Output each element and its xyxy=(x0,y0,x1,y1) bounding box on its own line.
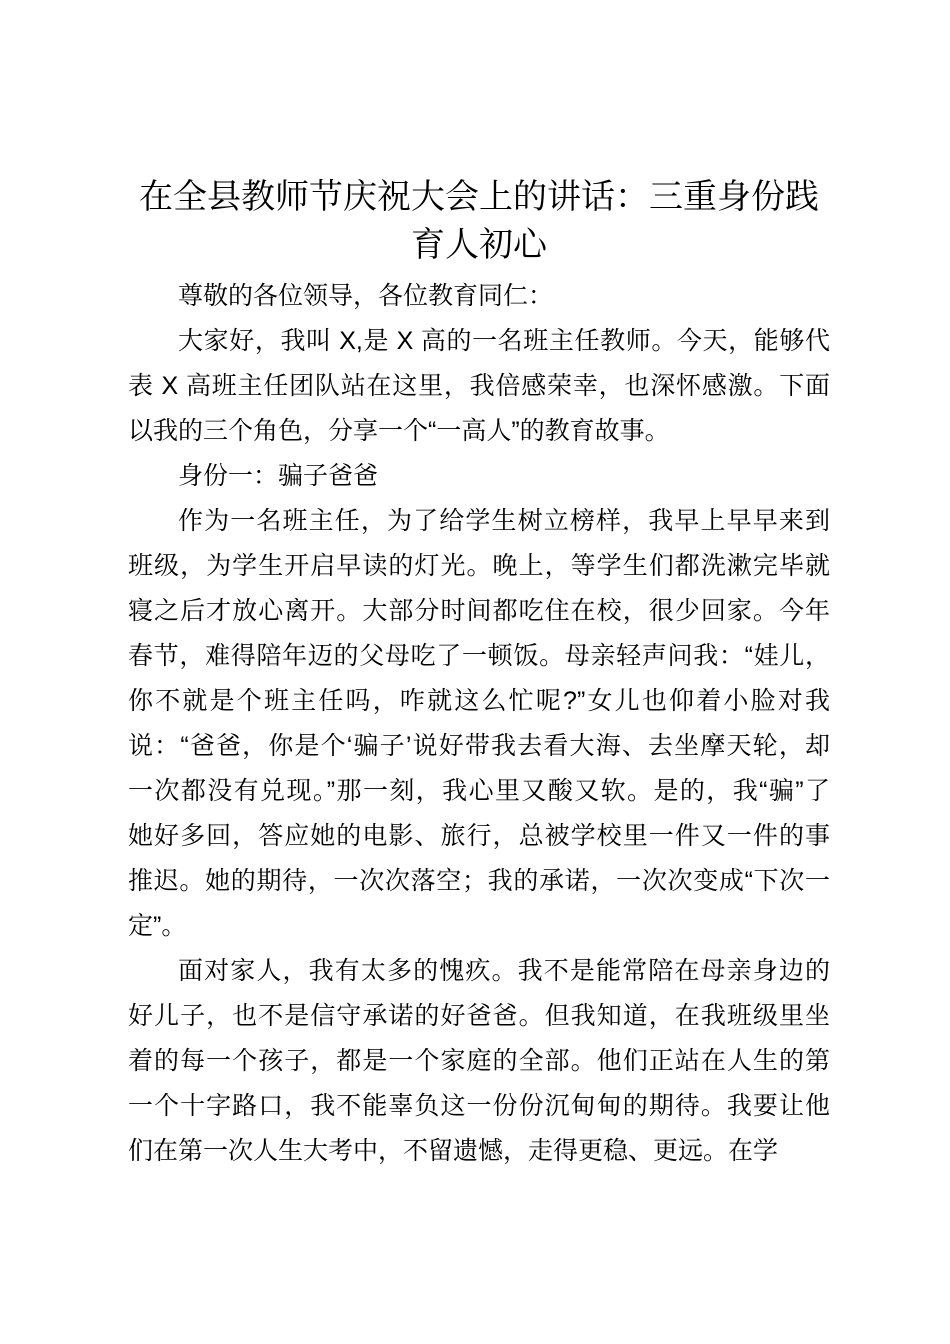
text-line: 好儿子，也不是信守承诺的好爸爸。但我知道，在我班级里坐 xyxy=(128,1002,830,1030)
text-line: 她好多回，答应她的电影、旅行，总被学校里一件又一件的事 xyxy=(128,822,830,850)
text-line: 定”。 xyxy=(128,912,187,940)
text-line: 面对家人，我有太多的愧疚。我不是能常陪在母亲身边的 xyxy=(178,957,830,985)
title-line: 在全县教师节庆祝大会上的讲话：三重身份践 xyxy=(139,178,819,216)
paragraph-introduction xyxy=(128,319,830,454)
text-line: 大家好，我叫 X,是 X 高的一名班主任教师。今天，能够代 xyxy=(178,327,830,355)
text-line: 一个十字路口，我不能辜负这一份份沉甸甸的期待。我要让他 xyxy=(128,1092,830,1120)
text-line: 表 X 高班主任团队站在这里，我倍感荣幸，也深怀感激。下面 xyxy=(128,372,830,400)
text-line: 身份一：骗子爸爸 xyxy=(178,462,379,490)
text-line: 作为一名班主任，为了给学生树立榜样，我早上早早来到 xyxy=(178,507,830,535)
section-heading xyxy=(128,454,830,499)
document-page xyxy=(128,173,830,1174)
document-title xyxy=(128,173,830,269)
text-line: 春节，难得陪年迈的父母吃了一顿饭。母亲轻声问我：“娃儿， xyxy=(128,642,830,670)
paragraph-body xyxy=(128,949,830,1174)
text-line: 一次都没有兑现。”那一刻，我心里又酸又软。是的，我“骗”了 xyxy=(128,777,830,805)
text-line: 班级，为学生开启早读的灯光。晚上，等学生们都洗漱完毕就 xyxy=(128,552,830,580)
text-line: 你不就是个班主任吗，咋就这么忙呢?”女儿也仰着小脸对我 xyxy=(128,687,830,715)
paragraph-body xyxy=(128,499,830,949)
title-line: 育人初心 xyxy=(411,226,547,264)
paragraph-salutation xyxy=(128,274,830,319)
text-line: 推迟。她的期待，一次次落空；我的承诺，一次次变成“下次一 xyxy=(128,867,830,895)
text-line: 们在第一次人生大考中，不留遗憾，走得更稳、更远。在学 xyxy=(128,1137,779,1165)
text-line: 尊敬的各位领导，各位教育同仁： xyxy=(178,282,554,310)
text-line: 以我的三个角色，分享一个“一高人”的教育故事。 xyxy=(128,417,670,445)
text-line: 说：“爸爸，你是个‘骗子’说好带我去看大海、去坐摩天轮，却 xyxy=(128,732,830,760)
text-line: 着的每一个孩子，都是一个家庭的全部。他们正站在人生的第 xyxy=(128,1047,830,1075)
text-line: 寝之后才放心离开。大部分时间都吃住在校，很少回家。今年 xyxy=(128,597,830,625)
